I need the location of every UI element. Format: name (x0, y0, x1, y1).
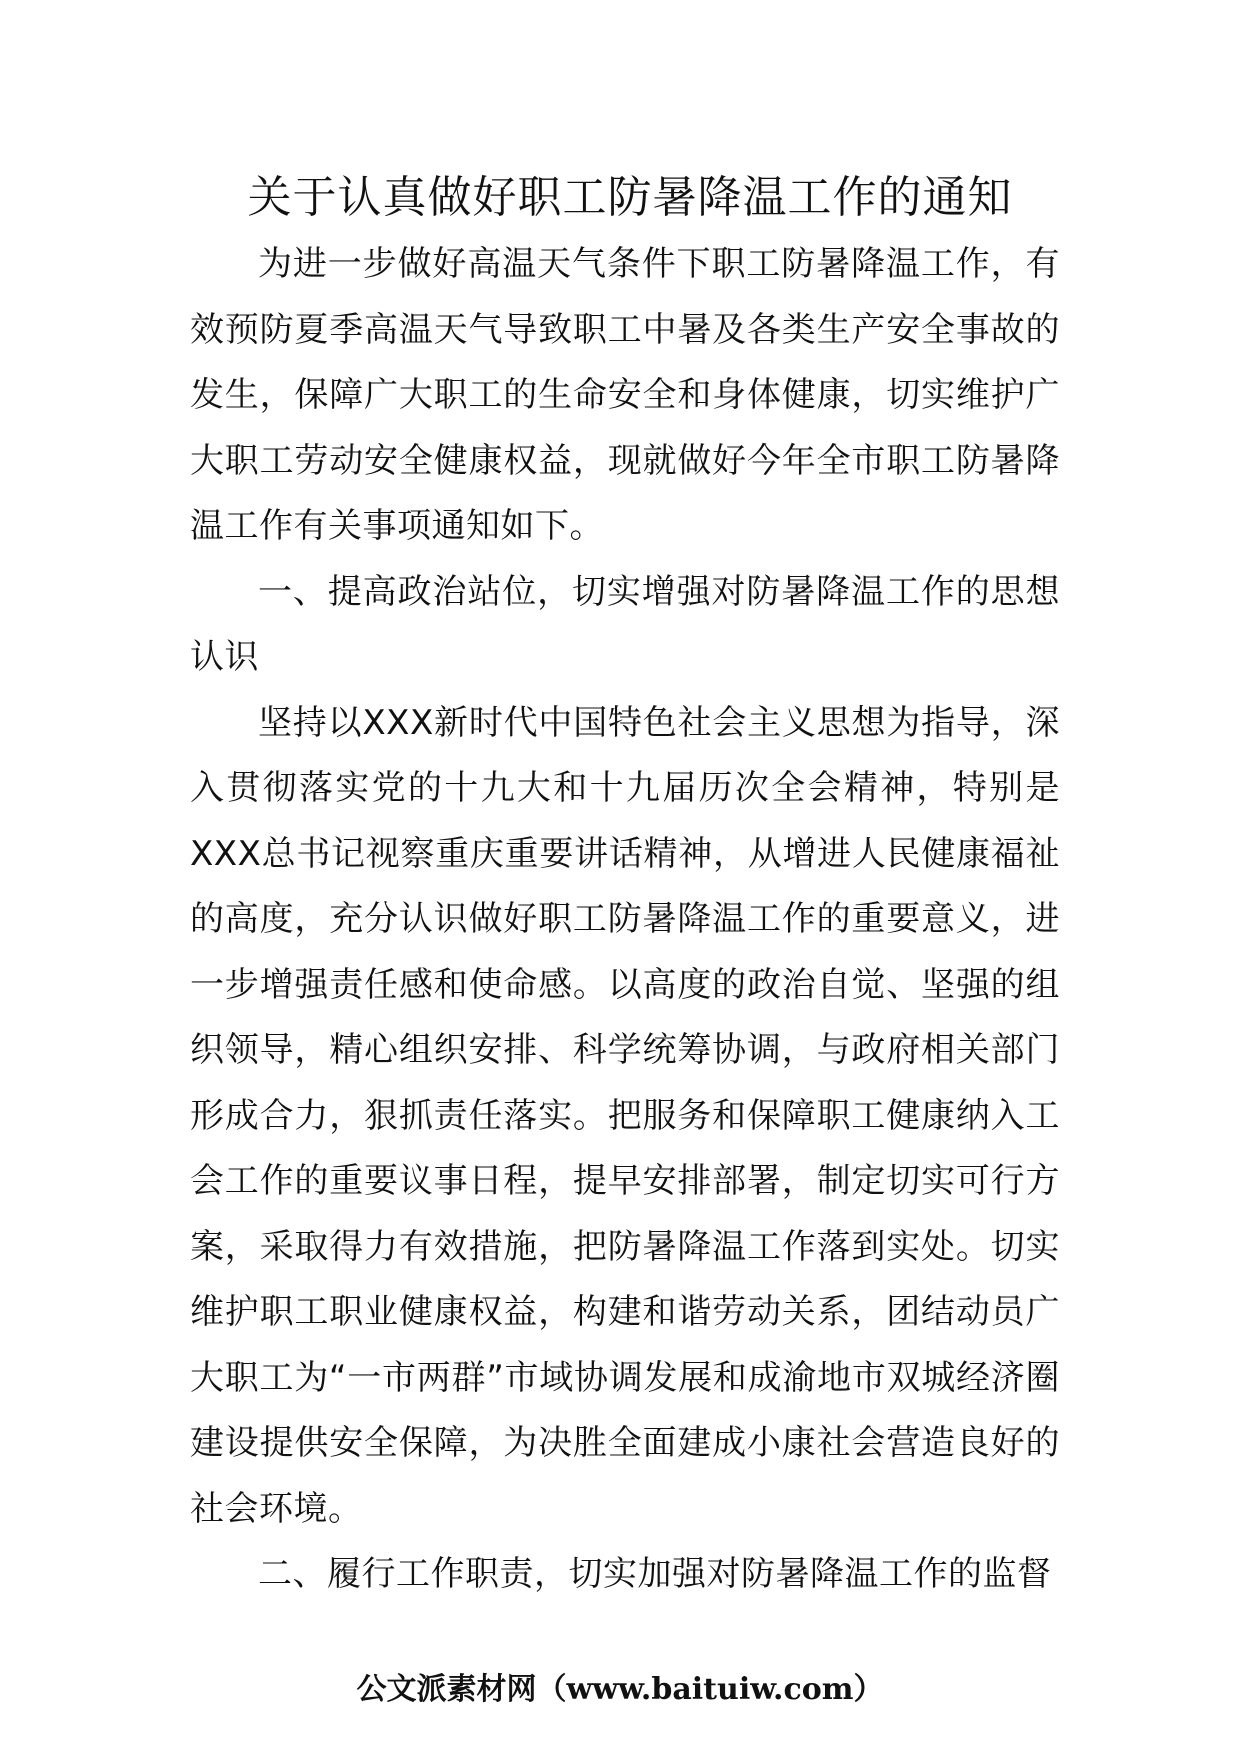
document-body (190, 232, 1060, 1608)
footer-watermark: 公文派素材网（www.baituiw.com） (356, 1672, 884, 1707)
document-title: 关于认真做好职工防暑降温工作的通知 (247, 172, 1013, 223)
section-heading-1: 一、提高政治站位，切实增强对防暑降温工作的思想认识 (190, 571, 1060, 677)
section-heading-2: 二、履行工作职责，切实加强对防暑降温工作的监督 (258, 1554, 1052, 1594)
paragraph-intro: 为进一步做好高温天气条件下职工防暑降温工作，有效预防夏季高温天气导致职工中暑及各类生产安全事故的发生，保障广大职工的生命安全和身体健康，切实维护广大职工劳动安全健康权益，现就做好今年全市职工防暑降温工作有关事项通知如下。 (190, 244, 1060, 546)
paragraph-section-1: 坚持以XXX新时代中国特色社会主义思想为指导，深入贯彻落实党的十九大和十九届历次全会精神，特别是XXX总书记视察重庆重要讲话精神，从增进人民健康福祉的高度，充分认识做好职工防暑降温工作的重要意义，进一步增强责任感和使命感。以高度的政治自觉、坚强的组织领导，精心组织安排、科学统筹协调，与政府相关部门形成合力，狠抓责任落实。把服务和保障职工健康纳入工会工作的重要议事日程，提早安排部署，制定切实可行方案，采取得力有效措施，把防暑降温工作落到实处。切实维护职工职业健康权益，构建和谐劳动关系，团结动员广大职工为“一市两群”市域协调发展和成渝地市双城经济圈建设提供安全保障，为决胜全面建成小康社会营造良好的社会环境。 (190, 702, 1060, 1529)
